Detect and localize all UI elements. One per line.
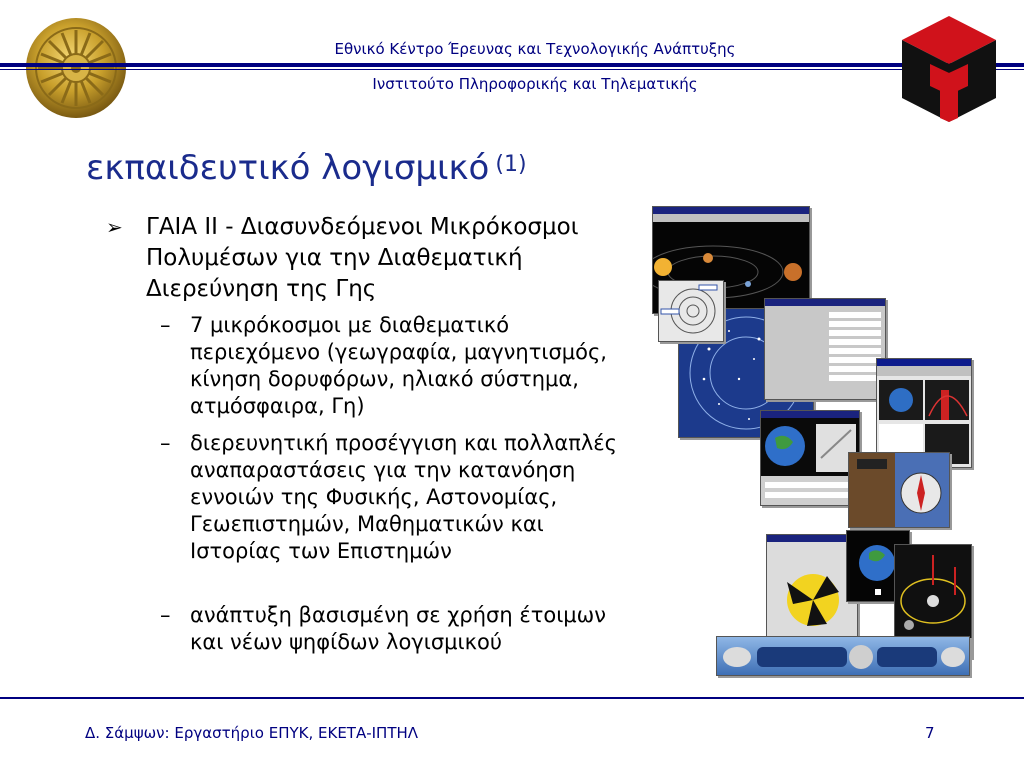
sub-item-text: διερευνητική προσέγγιση και πολλαπλές αναπαραστάσεις για την κατανόηση εννοιών της Φυσικής, Αστονομίας, Γεωεπιστημών, Μαθηματικών και Ιστορίας των Επιστημών	[190, 431, 617, 563]
sub-item	[160, 312, 640, 420]
slide-title-text: εκπαιδευτικό λογισμικό	[86, 148, 490, 188]
page-number: 7	[925, 724, 935, 742]
header-institute: Ινστιτούτο Πληροφορικής και Τηλεματικής	[372, 75, 698, 93]
dash-bullet-icon: –	[160, 603, 171, 627]
arrow-bullet-icon: ➢	[106, 215, 123, 239]
header-divider	[0, 63, 1024, 67]
slide-title-superscript: (1)	[495, 152, 527, 177]
red-cube-logo-icon	[900, 14, 998, 124]
toolbar-screenshot	[716, 636, 970, 676]
sub-item	[160, 430, 640, 565]
software-screenshots-collage	[648, 200, 970, 680]
orbit-diagram-screenshot	[658, 280, 724, 342]
dash-bullet-icon: –	[160, 431, 171, 455]
right-logo	[900, 14, 998, 124]
main-bullet	[106, 212, 642, 305]
compass-screenshot	[848, 452, 950, 528]
sub-item-text: ανάπτυξη βασισμένη σε χρήση έτοιμων και νέων ψηφίδων λογισμικού	[190, 603, 606, 654]
header-organization: Εθνικό Κέντρο Έρευνας και Τεχνολογικής Ανάπτυξης	[334, 40, 736, 58]
data-form-screenshot	[764, 298, 886, 400]
main-bullet-text: ΓΑΙΑ ΙΙ - Διασυνδεόμενοι Μικρόκοσμοι Πολυμέσων για την Διαθεματική Διερεύνηση της Γης	[146, 214, 579, 302]
sub-item-text: 7 μικρόκοσμοι με διαθεματικό περιεχόμενο (γεωγραφία, μαγνητισμός, κίνηση δορυφόρων, ηλιακό σύστημα, ατμόσφαιρα, Γη)	[190, 313, 607, 418]
left-logo	[24, 16, 128, 120]
earth-screenshot	[760, 410, 860, 506]
golden-seal-icon	[24, 16, 128, 120]
footer-author: Δ. Σάμψων: Εργαστήριο ΕΠΥΚ, ΕΚΕΤΑ-ΙΠΤΗΛ	[85, 724, 419, 742]
footer-divider	[0, 697, 1024, 699]
sub-item	[160, 602, 640, 656]
slide-title	[86, 148, 527, 188]
header-divider-thin	[0, 69, 1024, 70]
eclipse-screenshot	[766, 534, 858, 652]
dash-bullet-icon: –	[160, 313, 171, 337]
